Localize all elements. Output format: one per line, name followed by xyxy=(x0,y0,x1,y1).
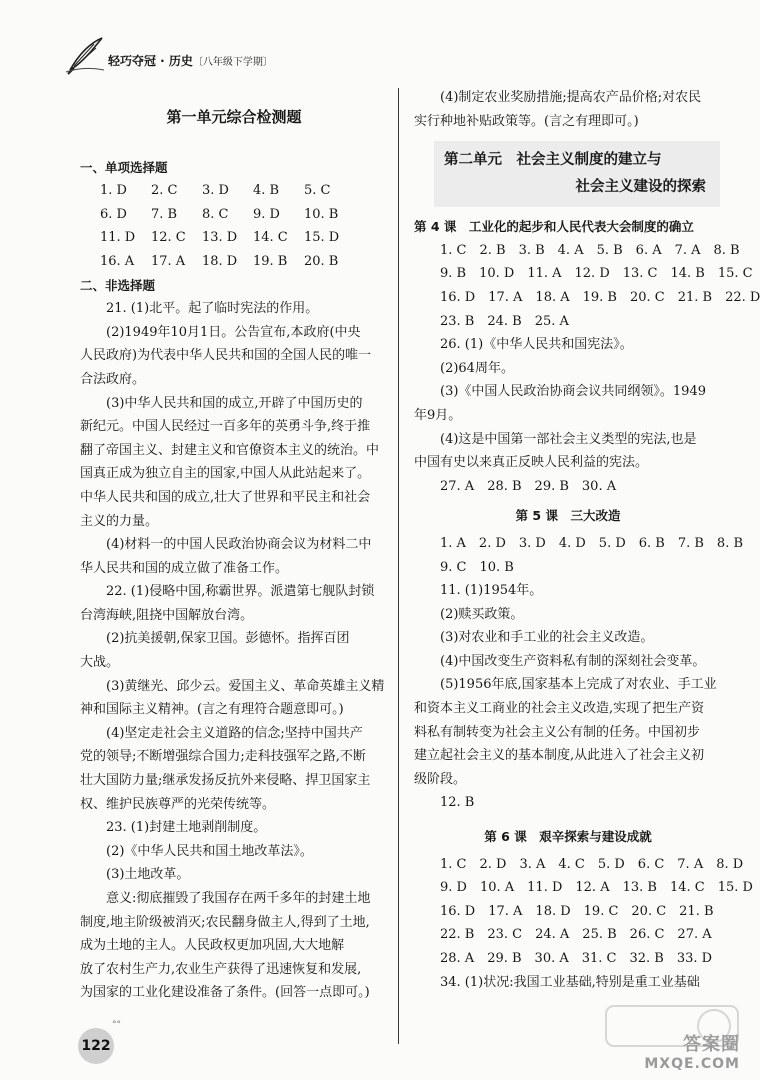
choice-answer: 13. D xyxy=(202,230,238,246)
answer-line: 为国家的工业化建设准备了条件。(回答一点即可。) xyxy=(80,985,370,1001)
answer-line: 中国有史以来真正反映人民利益的宪法。 xyxy=(414,455,649,471)
unit-2-title-line1: 第二单元 社会主义制度的建立与 xyxy=(444,152,662,169)
answer-line: 12. B xyxy=(440,795,475,811)
section-multiple-choice: 一、单项选择题 xyxy=(80,159,168,175)
lesson-5-answer-lines xyxy=(414,532,744,815)
answer-line: (4)制定农业奖励措施;提高农产品价格;对农民 xyxy=(440,90,702,105)
book-title xyxy=(108,52,273,69)
unit-2-title-line2: 社会主义建设的探索 xyxy=(575,179,706,196)
watermark-text xyxy=(644,1030,740,1072)
feather-pen-logo-icon xyxy=(64,36,106,76)
choice-answer: 6. D xyxy=(100,206,127,222)
choice-answer: 3. D xyxy=(202,183,229,199)
choice-answer: 19. B xyxy=(253,253,288,269)
book-title-grade: 〔八年级下学期〕 xyxy=(192,57,273,68)
answer-line: 合法政府。 xyxy=(80,371,146,387)
answer-line: (2)抗美援朝,保家卫国。彭德怀。指挥百团 xyxy=(106,631,350,647)
right-top-lines xyxy=(414,86,722,133)
unit-2-title-box xyxy=(434,141,720,207)
section-non-choice: 二、非选择题 xyxy=(80,277,156,293)
watermark-line1: 答案圈 xyxy=(683,1034,740,1055)
answer-line: 放了农村生产力,农业生产获得了迅速恢复和发展, xyxy=(80,961,362,977)
lesson-4-title: 第 4 课 工业化的起步和人民代表大会制度的确立 xyxy=(414,219,694,235)
answer-line: (2)1949年10月1日。公告宣布,本政府(中央 xyxy=(106,324,361,340)
answer-line: (4)这是中国第一部社会主义类型的宪法,也是 xyxy=(440,431,697,447)
answer-line: 级阶段。 xyxy=(414,771,467,787)
choice-answer: 12. C xyxy=(151,230,186,246)
answer-line: (3)《中国人民政治协商会议共同纲领》。1949 xyxy=(440,384,706,400)
choice-answer-row: 23. B 24. B 25. A xyxy=(440,313,569,329)
choice-answer-row xyxy=(80,250,388,274)
answer-line: (2)64周年。 xyxy=(440,360,514,376)
answer-line: (5)1956年底,国家基本上完成了对农业、手工业 xyxy=(440,677,717,693)
choice-answer: 7. B xyxy=(151,206,178,222)
lesson-4-choice-answers xyxy=(414,239,760,333)
choice-answer-row: 16. D 17. A 18. A 19. B 20. C 21. B 22. D xyxy=(440,289,760,305)
answer-line: 1. A 2. D 3. D 4. D 5. D 6. B 7. B 8. B xyxy=(440,535,744,551)
answer-line: 成为土地的主人。人民政权更加巩固,大大地解 xyxy=(80,938,345,954)
answer-line: (4)材料一的中国人民政治协商会议为材料二中 xyxy=(106,537,372,553)
answer-line: 11. (1)1954年。 xyxy=(440,583,543,599)
answer-line: 实行种地补贴政策等。(言之有理即可。) xyxy=(414,113,639,129)
answer-line: 16. D 17. A 18. D 19. C 20. C 21. B xyxy=(440,903,714,919)
choice-answer: 5. C xyxy=(304,183,331,199)
answer-line: 新纪元。中国人民经过一百多年的英勇斗争,终于推 xyxy=(80,419,371,435)
answer-line: 大战。 xyxy=(80,655,120,671)
answer-line: 和资本主义工商业的社会主义改造,实现了把生产资 xyxy=(414,701,705,717)
answer-line: (2)《中华人民共和国土地改革法》。 xyxy=(106,843,313,859)
answer-line: 党的领导;不断增强综合国力;走科技强军之路,不断 xyxy=(80,749,366,765)
answer-line: (3)中华人民共和国的成立,开辟了中国历史的 xyxy=(106,395,363,411)
choice-answer: 4. B xyxy=(253,183,280,199)
answer-line: 34. (1)状况:我国工业基础,特别是重工业基础 xyxy=(440,974,700,990)
unit-1-title: 第一单元综合检测题 xyxy=(166,108,302,126)
choice-answer: 16. A xyxy=(100,253,135,269)
right-column xyxy=(414,86,760,994)
watermark-line2: MXQE.COM xyxy=(644,1056,740,1072)
answer-line: 28. A 29. B 30. A 31. C 32. B 33. D xyxy=(440,951,713,966)
choice-answer: 2. C xyxy=(151,183,178,199)
answer-line: 27. A 28. B 29. B 30. A xyxy=(440,478,617,494)
answer-line: 权、维护民族尊严的光荣传统等。 xyxy=(80,796,276,812)
answer-line: 9. C 10. B xyxy=(440,559,514,575)
answer-line: 人民政府)为代表中华人民共和国的全国人民的唯一 xyxy=(80,348,372,364)
choice-answer: 8. C xyxy=(202,206,229,222)
answer-line: 翻了帝国主义、封建主义和官僚资本主义的统治。中 xyxy=(80,442,380,458)
left-answer-lines xyxy=(80,297,388,1005)
book-title-main: 轻巧夺冠 · 历史 xyxy=(108,54,193,68)
choice-answer: 10. B xyxy=(304,206,339,222)
answer-line: (3)土地改革。 xyxy=(106,867,190,883)
answer-line: 22. (1)侵略中国,称霸世界。派遣第七舰队封锁 xyxy=(106,584,375,600)
choice-answer-row xyxy=(80,179,388,203)
answer-line: (2)赎买政策。 xyxy=(440,606,524,622)
choice-answer: 15. D xyxy=(304,230,340,246)
answer-line: (3)黄继光、邱少云。爱国主义、革命英雄主义精 xyxy=(106,678,385,694)
page-number-decoration: °° xyxy=(112,1020,121,1030)
answer-line: 1. C 2. D 3. A 4. C 5. D 6. C 7. A 8. D xyxy=(440,856,744,872)
lesson-6-title: 第 6 课 艰辛探索与建设成就 xyxy=(484,829,652,845)
lesson-5-title: 第 5 课 三大改造 xyxy=(515,508,621,524)
choice-answer-row xyxy=(80,203,388,227)
choice-answer: 20. B xyxy=(304,253,339,269)
answer-line: 建立起社会主义的基本制度,从此进入了社会主义初 xyxy=(414,748,705,764)
answer-line: 壮大国防力量;继承发扬反抗外来侵略、捍卫国家主 xyxy=(80,773,371,789)
choice-answer: 9. D xyxy=(253,206,280,222)
answer-line: 中华人民共和国的成立,壮大了世界和平民主和社会 xyxy=(80,489,371,505)
choice-answer-row: 9. B 10. D 11. A 12. D 13. C 14. B 15. C xyxy=(440,266,753,282)
answer-line: 23. (1)封建土地剥削制度。 xyxy=(106,820,267,836)
left-column xyxy=(80,86,388,1005)
answer-line: 国真正成为独立自主的国家,中国人从此站起来了。 xyxy=(80,466,371,482)
answer-line: 22. B 23. C 24. A 25. B 26. C 27. A xyxy=(440,927,712,943)
answer-line: 神和国际主义精神。(言之有理符合题意即可。) xyxy=(80,702,344,718)
choice-answer: 17. A xyxy=(151,253,186,269)
answer-line: 21. (1)北平。起了临时宪法的作用。 xyxy=(106,301,319,317)
lesson-4-answer-lines xyxy=(414,333,722,498)
choice-answer-grid xyxy=(80,179,388,273)
answer-line: (4)坚定走社会主义道路的信念;坚持中国共产 xyxy=(106,725,363,741)
choice-answer: 14. C xyxy=(253,230,288,246)
answer-line: 9. D 10. A 11. D 12. A 13. B 14. C 15. D xyxy=(440,880,753,896)
answer-line: 台湾海峡,阻挠中国解放台湾。 xyxy=(80,607,254,623)
answer-line: 年9月。 xyxy=(414,407,462,423)
choice-answer-row xyxy=(80,226,388,250)
column-divider xyxy=(398,88,399,1044)
answer-line: 意义:彻底摧毁了我国存在两千多年的封建土地 xyxy=(106,891,371,906)
answer-line: (4)中国改变生产资料私有制的深刻社会变革。 xyxy=(440,653,706,669)
choice-answer: 11. D xyxy=(100,230,136,246)
page-header xyxy=(64,36,324,76)
answer-line: 26. (1)《中华人民共和国宪法》。 xyxy=(440,337,633,353)
answer-line: 制度,地主阶级被消灭;农民翻身做主人,得到了土地, xyxy=(80,914,370,930)
choice-answer: 1. D xyxy=(100,183,127,199)
answer-line: 主义的力量。 xyxy=(80,513,159,529)
answer-line: (3)对农业和手工业的社会主义改造。 xyxy=(440,630,654,646)
lesson-6-answer-lines xyxy=(414,853,753,995)
answer-line: 料私有制转变为社会主义公有制的任务。中国初步 xyxy=(414,724,701,740)
choice-answer-row: 1. C 2. B 3. B 4. A 5. B 6. A 7. A 8. B xyxy=(440,242,740,258)
choice-answer: 18. D xyxy=(202,253,238,269)
page-number: 122 xyxy=(78,1028,114,1064)
answer-line: 华人民共和国的成立做了准备工作。 xyxy=(80,560,289,576)
